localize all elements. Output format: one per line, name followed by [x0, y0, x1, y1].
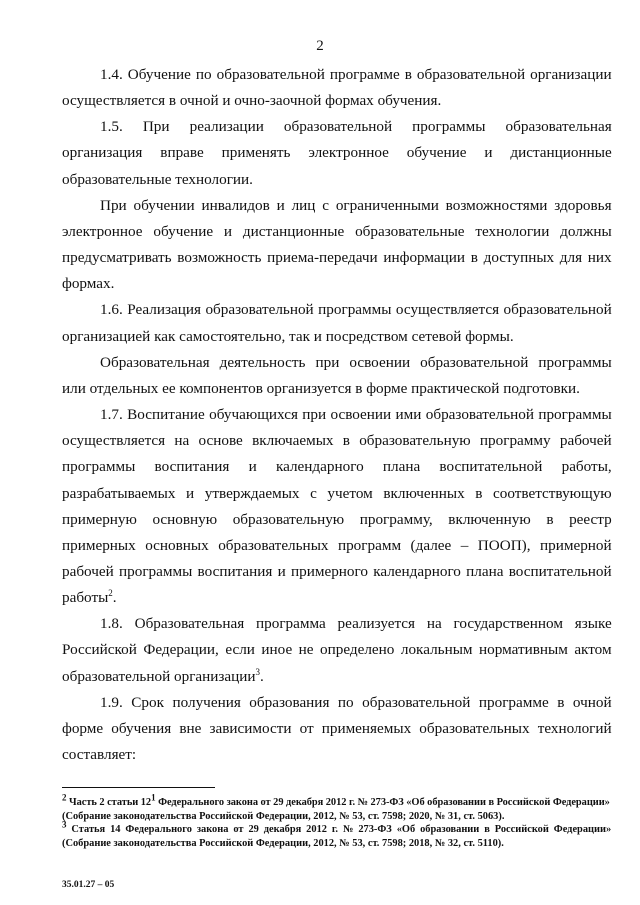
line-text: рабочей программы воспитания и примерного календарного плана воспитательной — [62, 562, 612, 580]
paragraph — [62, 611, 612, 689]
line-text: . — [260, 667, 264, 685]
line-text: формах. — [62, 275, 115, 293]
line-text: 1.7. Воспитание обучающихся при освоении ими образовательной программы — [100, 406, 612, 424]
text-line — [62, 140, 612, 166]
paragraph — [62, 62, 612, 114]
text-line — [62, 664, 612, 690]
text-line — [62, 350, 612, 376]
text-line — [62, 481, 612, 507]
line-text: разрабатываемых и утверждаемых с учетом включенных в соответствующую — [62, 484, 612, 502]
text-line — [62, 324, 612, 350]
footnote-text: Федерального закона от 29 декабря 2012 г. № 273-ФЗ «Об образовании в Российской Федерации» — [155, 797, 610, 808]
footnote-reference: 2 — [108, 588, 113, 599]
footnote-mark: 2 — [62, 792, 67, 803]
line-text: При обучении инвалидов и лиц с ограниченными возможностями здоровья — [100, 196, 612, 214]
line-text: составляет: — [62, 746, 137, 764]
footnote-text: (Собрание законодательства Российской Федерации, 2012, № 53, ст. 7598; 2018, № 32, ст. 5110). — [62, 837, 504, 849]
line-text: или отдельных ее компонентов организуется в форме практической подготовки. — [62, 379, 580, 397]
text-line — [62, 193, 612, 219]
paragraph — [62, 193, 612, 298]
footnote-3 — [62, 819, 612, 850]
text-line — [62, 559, 612, 585]
document-code: 35.01.27 – 05 — [62, 880, 115, 890]
text-line — [62, 62, 612, 88]
line-text: работы — [62, 589, 109, 607]
text-line — [62, 507, 612, 533]
footnote-text: (Собрание законодательства Российской Федерации, 2012, № 53, ст. 7598; 2020, № 31, ст. 5063). — [62, 810, 505, 822]
paragraph — [62, 690, 612, 768]
line-text: организация вправе применять электронное обучение и дистанционные — [62, 144, 612, 162]
text-line — [62, 690, 612, 716]
paragraph — [62, 402, 612, 611]
text-line — [62, 454, 612, 480]
line-text: 1.5. При реализации образовательной программы образовательная — [100, 118, 612, 136]
line-text: 1.4. Обучение по образовательной программе в образовательной организации — [100, 66, 612, 83]
text-line — [62, 245, 612, 271]
paragraph — [62, 297, 612, 349]
line-text: предусматривать возможность приема-передачи информации в доступных для них — [62, 249, 612, 267]
line-text: осуществляется в очной и очно-заочной формах обучения. — [62, 92, 442, 110]
text-line — [62, 742, 612, 768]
line-text: 1.8. Образовательная программа реализуется на государственном языке — [100, 615, 612, 633]
text-line — [62, 297, 612, 323]
line-text: образовательной организации — [62, 667, 256, 685]
line-text: форме обучения вне зависимости от применяемых образовательных технологий — [62, 719, 612, 737]
footnote-text: Часть 2 статьи 12 — [69, 797, 152, 808]
text-line — [62, 271, 612, 297]
text-line — [62, 716, 612, 742]
line-text: 1.6. Реализация образовательной программы осуществляется образовательной — [100, 301, 612, 319]
line-text: Российской Федерации, если иное не определено локальным нормативным актом — [62, 641, 612, 659]
paragraph — [62, 350, 612, 402]
footnote-2 — [62, 792, 612, 823]
line-text: . — [112, 589, 117, 607]
footnote-text: Статья 14 Федерального закона от 29 декабря 2012 г. № 273-ФЗ «Об образовании в Российской Федерации» — [66, 824, 612, 835]
text-line — [62, 219, 612, 245]
line-text: осуществляется на основе включаемых в образовательную программу рабочей — [62, 432, 612, 450]
text-line — [62, 533, 612, 559]
line-text: программы воспитания и календарного плана воспитательной работы, — [62, 458, 612, 476]
line-text: организацией как самостоятельно, так и посредством сетевой формы. — [62, 327, 514, 345]
line-text: 1.9. Срок получения образования по образовательной программе в очной — [100, 693, 612, 711]
text-line — [62, 376, 612, 402]
document-body — [62, 62, 612, 768]
text-line — [62, 428, 612, 454]
text-line — [62, 167, 612, 193]
footnote-mark: 3 — [62, 819, 67, 830]
footnote-superscript: 1 — [151, 792, 156, 803]
footnote-reference: 3 — [255, 666, 261, 677]
text-line — [62, 611, 612, 637]
footnote-separator — [62, 787, 215, 788]
paragraph — [62, 114, 612, 192]
text-line — [62, 585, 612, 611]
page-number: 2 — [316, 38, 324, 54]
text-line — [62, 88, 612, 114]
line-text: примерных основных образовательных программ (далее – ПООП), примерной — [62, 536, 612, 554]
text-line — [62, 402, 612, 428]
text-line — [62, 114, 612, 140]
footnotes — [62, 792, 612, 850]
line-text: электронное обучение и дистанционные образовательные технологии должны — [62, 222, 612, 240]
line-text: образовательные технологии. — [62, 170, 253, 188]
line-text: Образовательная деятельность при освоении образовательной программы — [100, 353, 612, 371]
line-text: примерную основную образовательную программу, включенную в реестр — [62, 510, 612, 528]
text-line — [62, 637, 612, 663]
